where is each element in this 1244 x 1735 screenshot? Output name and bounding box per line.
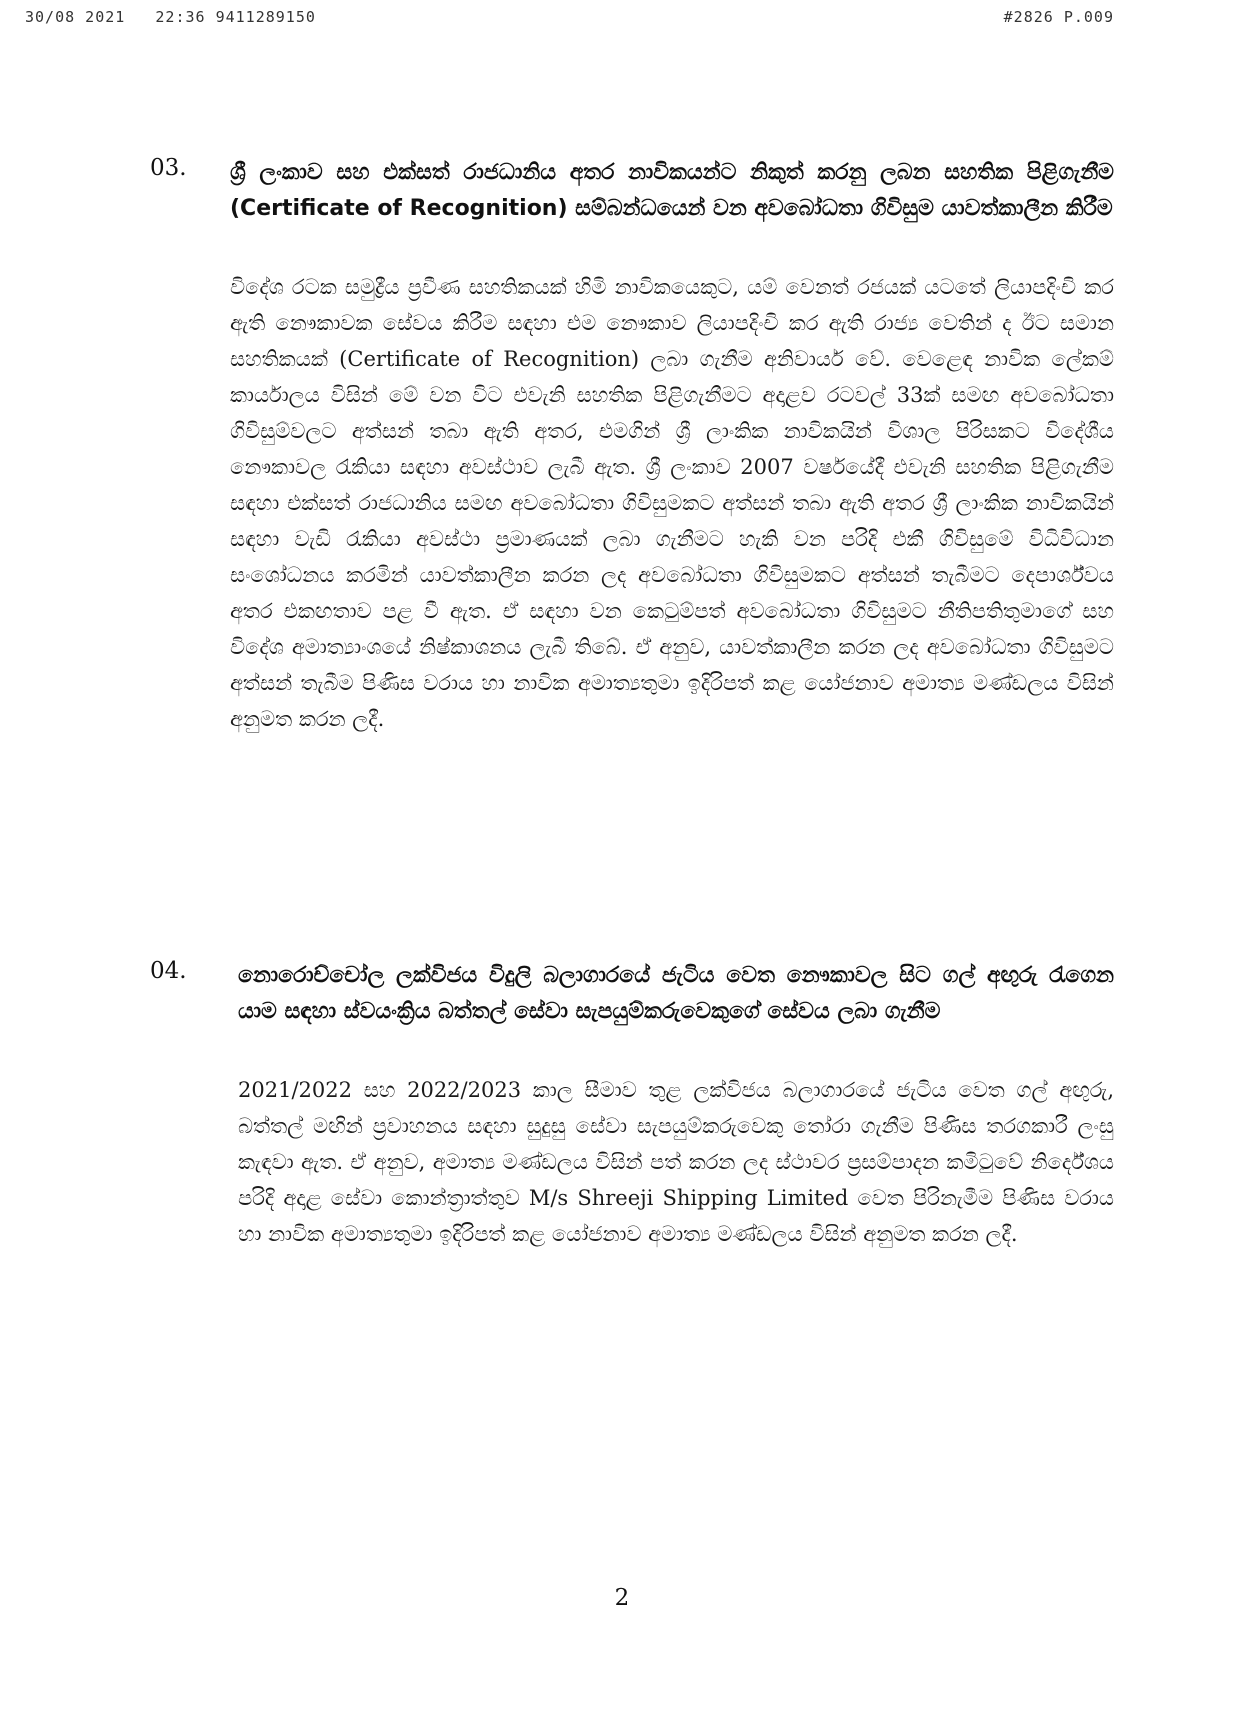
section-heading: ශ්‍රී ලංකාව සහ එක්සත් රාජධානිය අතර නාවිකයන්ට නිකුත් කරනු ලබන සහතික පිළිගැනීම (Certificate of Recognition) සම්බන්ධයෙන් වන අවබෝධතා ගිවිසුම යාවත්කාලීන කිරීම (230, 160, 1114, 221)
fax-header (25, 8, 1114, 26)
section-body: 2021/2022 සහ 2022/2023 කාල සීමාව තුළ ලක්විජය බලාගාරයේ ජැටිය වෙත ගල් අඟුරු, බත්තල් මඟින් ප්‍රවාහනය සඳහා සුදුසු සේවා සැපයුම්කරුවෙකු තෝරා ගැනීම පිණිස තරගකාරී ලංසු කැඳවා ඇත. ඒ අනුව, අමාත්‍ය මණ්ඩලය විසින් පත් කරන ලද ස්ථාවර ප්‍රසම්පාදන කමිටුවේ නිර්දේශය පරිදි අදාළ සේවා කොන්ත්‍රාත්තුව M/s Shreeji Shipping Limited වෙත පිරිනැමීම පිණිස වරාය හා නාවික අමාත්‍යතුමා ඉදිරිපත් කළ යෝජනාව අමාත්‍ය මණ්ඩලය විසින් අනුමත කරන ලදී. (238, 1078, 1114, 1246)
fax-page-ref: #2826 P.009 (1003, 8, 1114, 26)
fax-timestamp: 30/08 2021 22:36 9411289150 (25, 8, 316, 26)
section-number: 04. (150, 958, 187, 984)
section-number: 03. (150, 155, 187, 181)
section-03 (150, 155, 1114, 737)
section-04 (150, 958, 1114, 1252)
section-body: විදේශ රටක සමුද්‍රීය ප්‍රවීණ සහතිකයක් හිමි නාවිකයෙකුට, යම් වෙනත් රජයක් යටතේ ලියාපදිංචි කර ඇති නෞකාවක සේවය කිරීම සඳහා එම නෞකාව ලියාපදිංචි කර ඇති රාජ්‍ය වෙතින් ද ඊට සමාන සහතිකයක් (Certificate of Recognition) ලබා ගැනීම අනිවාර්ය වේ. වෙළෙඳ නාවික ලේකම් කාර්යාලය විසින් මේ වන විට එවැනි සහතික පිළිගැනීමට අදාළව රටවල් 33ක් සමඟ අවබෝධතා ගිවිසුම්වලට අත්සන් තබා ඇති අතර, එමගින් ශ්‍රී ලාංකික නාවිකයින් විශාල පිරිසකට විදේශීය නෞකාවල රැකියා සඳහා අවස්ථාව ලැබී ඇත. ශ්‍රී ලංකාව 2007 වර්ෂයේදී එවැනි සහතික පිළිගැනීම සඳහා එක්සත් රාජධානිය සමඟ අවබෝධතා ගිවිසුමකට අත්සන් තබා ඇති අතර ශ්‍රී ලාංකික නාවිකයින් සඳහා වැඩි රැකියා අවස්ථා ප්‍රමාණයක් ලබා ගැනීමට හැකි වන පරිදි එකී ගිවිසුමේ විධිවිධාන සංශෝධනය කරමින් යාවත්කාලීන කරන ලද අවබෝධතා ගිවිසුමකට අත්සන් තැබීමට දෙපාර්ශ්වය අතර එකඟතාව පළ වී ඇත. ඒ සඳහා වන කෙටුම්පත් අවබෝධතා ගිවිසුමට නීතිපතිතුමාගේ සහ විදේශ අමාත්‍යාංශයේ නිෂ්කාශනය ලැබී තිබේ. ඒ අනුව, යාවත්කාලීන කරන ලද අවබෝධතා ගිවිසුමට අත්සන් තැබීම පිණිස වරාය හා නාවික අමාත්‍යතුමා ඉදිරිපත් කළ යෝජනාව අමාත්‍ය මණ්ඩලය විසින් අනුමත කරන ලදී. (230, 275, 1114, 731)
page-number: 2 (614, 1585, 630, 1611)
section-heading: නොරොච්චෝල ලක්විජය විදුලි බලාගාරයේ ජැටිය වෙත නෞකාවල සිට ගල් අඟුරු රැගෙන යාම සඳහා ස්වයංක්‍රිය බත්තල් සේවා සැපයුම්කරුවෙකුගේ සේවය ලබා ගැනීම (238, 963, 1114, 1024)
